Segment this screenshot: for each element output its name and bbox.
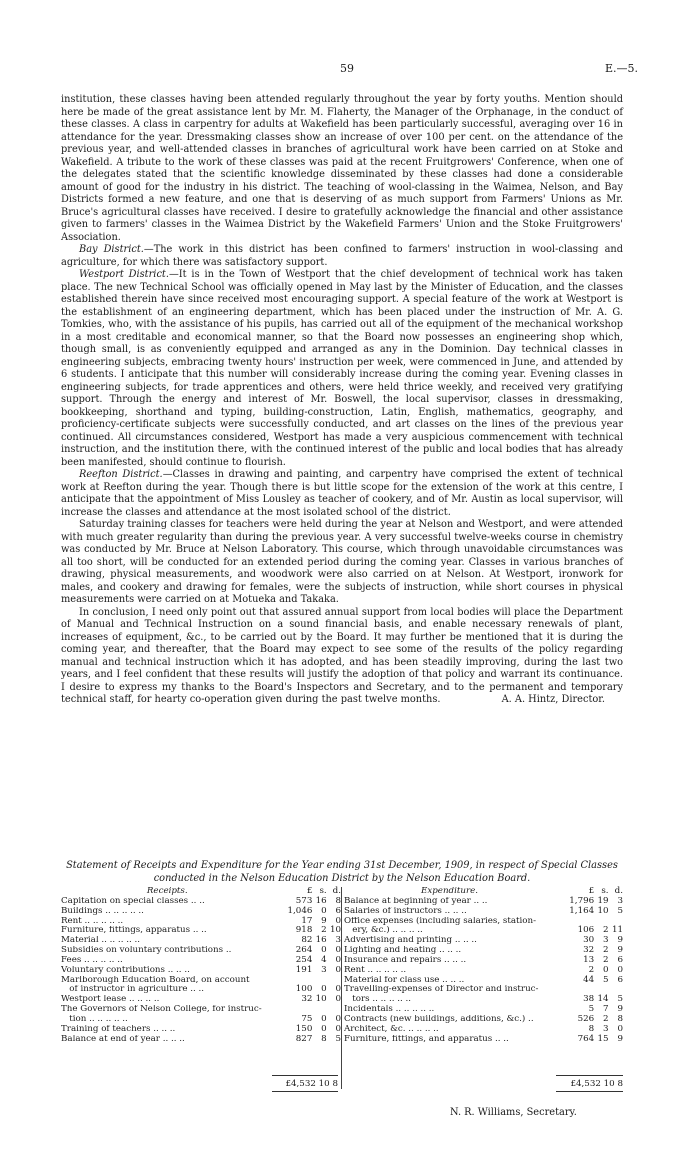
shillings-value: 2 [321, 925, 327, 936]
row-label: Balance at end of year .. .. .. [61, 1034, 185, 1044]
shillings-value: 8 [321, 1033, 327, 1044]
row-label: Salaries of instructors .. .. .. [344, 906, 467, 916]
expenditure-heading: Expenditure. [421, 887, 479, 896]
currency-pounds: £ [588, 886, 595, 896]
row-label: tors .. .. .. .. .. [344, 995, 412, 1005]
pounds-value: 1,796 [569, 895, 595, 906]
row-label: Rent .. .. .. .. .. [61, 916, 124, 926]
receipts-row [61, 1035, 341, 1045]
shillings-value: 15 [597, 1033, 609, 1044]
shillings-value: 2 [603, 925, 609, 936]
expenditure-table [344, 887, 623, 1045]
row-label: Contracts (new buildings, additions, &c.) .. [344, 1014, 534, 1024]
expenditure-total: £4,532 10 8 [570, 1079, 623, 1089]
pounds-value: 13 [583, 954, 595, 965]
pounds-value: 38 [583, 994, 595, 1005]
expenditure-row [344, 976, 623, 986]
receipts-heading: Receipts. [146, 887, 188, 896]
pence-value: 8 [617, 1013, 623, 1024]
document-reference: E.—5. [605, 62, 639, 75]
expenditure-total-rule [556, 1075, 623, 1076]
row-label: Balance at beginning of year .. .. [344, 896, 488, 906]
pence-value: 5 [335, 1033, 341, 1044]
pence-value: 10 [329, 925, 341, 936]
paragraph [61, 469, 623, 519]
shillings-value: 16 [315, 935, 327, 946]
expenditure-row [344, 1015, 623, 1025]
pounds-value: 17 [301, 915, 313, 926]
row-label: Subsidies on voluntary contributions .. [61, 946, 232, 956]
shillings-value: 10 [597, 905, 609, 916]
section-lead: Westport District. [79, 269, 169, 280]
shillings-value: 4 [321, 954, 327, 965]
paragraph [61, 269, 623, 469]
pounds-value: 30 [583, 935, 595, 946]
shillings-value: 14 [597, 994, 609, 1005]
shillings-value: 2 [603, 945, 609, 956]
pence-value: 9 [617, 1033, 623, 1044]
paragraph [61, 94, 623, 244]
row-label: Architect, &c. .. .. .. .. [344, 1024, 439, 1034]
pence-value: 0 [335, 994, 341, 1005]
shillings-value: 2 [603, 954, 609, 965]
secretary-signature: N. R. Williams, Secretary. [450, 1107, 577, 1118]
pence-value: 9 [617, 945, 623, 956]
director-signature: A. A. Hintz, Director. [501, 694, 605, 705]
page-header [0, 62, 700, 76]
receipts-row [61, 966, 341, 976]
expenditure-row [344, 956, 623, 966]
pounds-value: 1,164 [569, 905, 595, 916]
pounds-value: 8 [588, 1023, 595, 1034]
paragraph [61, 519, 623, 607]
pounds-value: 75 [301, 1013, 313, 1024]
receipts-total: £4,532 10 8 [285, 1079, 338, 1089]
expenditure-row [344, 946, 623, 956]
row-label: ery, &c.) .. .. .. .. [344, 926, 423, 936]
pounds-value: 264 [295, 945, 313, 956]
shillings-value: 19 [597, 895, 609, 906]
receipts-row [61, 995, 341, 1005]
pounds-value: 5 [588, 1004, 595, 1015]
pounds-value: 526 [577, 1013, 595, 1024]
row-label: Travelling-expenses of Director and instruc- [344, 985, 539, 995]
pence-value: 6 [335, 905, 341, 916]
receipts-table [61, 887, 341, 1045]
pounds-value: 254 [295, 954, 313, 965]
shillings-value: 3 [603, 1023, 609, 1034]
pence-value: 11 [611, 925, 623, 936]
row-label: Buildings .. .. .. .. .. [61, 906, 144, 916]
currency-pounds: £ [306, 886, 313, 896]
row-label: Fees .. .. .. .. .. [61, 955, 123, 965]
expenditure-row [344, 936, 623, 946]
section-lead: Bay District. [79, 244, 144, 255]
pence-value: 9 [617, 935, 623, 946]
receipts-total-rule [272, 1075, 338, 1076]
pence-value: 3 [335, 935, 341, 946]
pence-value: 9 [617, 1004, 623, 1015]
row-label: Furniture, fittings, and apparatus .. .. [344, 1034, 509, 1044]
receipts-row [61, 926, 341, 936]
row-label: Marlborough Education Board, on account [61, 975, 250, 985]
pounds-value: 150 [295, 1023, 313, 1034]
row-label: Capitation on special classes .. .. [61, 896, 205, 906]
statement-title: Statement of Receipts and Expenditure for the Year ending 31st December, 1909, in respect of Special Classes conducted in the Nelson Education District by the Nelson Education Board. [66, 860, 618, 884]
shillings-value: 9 [321, 915, 327, 926]
column-divider [341, 887, 342, 1089]
row-label: Voluntary contributions .. .. .. [61, 965, 190, 975]
row-label: Training of teachers .. .. .. [61, 1024, 176, 1034]
currency-pence: d. [332, 886, 341, 896]
pence-value: 6 [617, 954, 623, 965]
expenditure-row [344, 907, 623, 917]
paragraph [61, 607, 623, 707]
pounds-value: 918 [295, 925, 313, 936]
receipts-row [61, 1005, 341, 1015]
pence-value: 0 [335, 1023, 341, 1034]
pounds-value: 44 [583, 974, 595, 985]
shillings-value: 3 [603, 935, 609, 946]
pounds-value: 573 [295, 895, 313, 906]
pounds-value: 106 [577, 925, 595, 936]
pence-value: 5 [617, 994, 623, 1005]
row-label: Furniture, fittings, apparatus .. .. [61, 926, 207, 936]
row-label: Incidentals .. .. .. .. .. [344, 1005, 435, 1015]
expenditure-row [344, 995, 623, 1005]
shillings-value: 0 [321, 984, 327, 995]
row-label: of instructor in agriculture .. .. [61, 985, 205, 995]
paragraph-text: —The work in this district has been confined to farmers' instruction in wool-classing and agriculture, for which there was satisfactory support. [61, 244, 623, 268]
row-label: Material for class use .. .. .. [344, 975, 465, 985]
shillings-value: 3 [321, 964, 327, 975]
pounds-value: 32 [583, 945, 595, 956]
pounds-value: 191 [295, 964, 313, 975]
receipts-total-rule-bottom [272, 1091, 338, 1092]
pence-value: 8 [335, 895, 341, 906]
pence-value: 6 [617, 974, 623, 985]
pounds-value: 100 [295, 984, 313, 995]
receipts-row [61, 907, 341, 917]
shillings-value: 5 [603, 974, 609, 985]
row-label: Insurance and repairs .. .. .. [344, 955, 467, 965]
row-label: Material .. .. .. .. .. [61, 936, 141, 946]
row-label: Advertising and printing .. .. .. [344, 936, 477, 946]
paragraph [61, 244, 623, 269]
pounds-value: 1,046 [287, 905, 313, 916]
shillings-value: 7 [603, 1004, 609, 1015]
pounds-value: 764 [577, 1033, 595, 1044]
currency-shillings: s. [601, 886, 609, 896]
pence-value: 0 [335, 1013, 341, 1024]
shillings-value: 0 [321, 1023, 327, 1034]
pence-value: 0 [335, 915, 341, 926]
shillings-value: 0 [321, 1013, 327, 1024]
pence-value: 3 [617, 895, 623, 906]
section-lead: Reefton District. [79, 469, 163, 480]
pence-value: 0 [617, 1023, 623, 1034]
expenditure-row [344, 1035, 623, 1045]
paragraph-text: In conclusion, I need only point out that assured annual support from local bodies will place the Department of Manual and Technical Instruction on a sound financial basis, and enable necessary renewals of plant, increases of equipment, &c., to be carried out by the Board. It may further be mentioned that it is during the coming year, and thereafter, that the Board may expect to see some of the results of the policy regarding manual and technical instruction which it has adopted, and has been steadily improving, during the last two years, and I feel confident that these results will justify the adoption of that policy and warrant its continuance. I desire to express my thanks to the Board's Inspectors and Secretary, and to the permanent and temporary technical staff, for hearty co-operation given during the past twelve months. [61, 606, 623, 705]
expenditure-row [344, 985, 623, 995]
report-body [61, 94, 623, 707]
pounds-value: 32 [301, 994, 313, 1005]
row-label: tion .. .. .. .. .. [61, 1014, 128, 1024]
pence-value: 5 [617, 905, 623, 916]
pence-value: 0 [335, 984, 341, 995]
paragraph-text: —Classes in drawing and painting, and carpentry have comprised the extent of technical work at Reefton during the year. Though there is but little scope for the extension of the work at this centre, I anticipate that the appointment of Miss Lousley as teacher of cookery, and of Mr. Austin as local supervisor, will increase the classes and attendance at the most isolated school of the district. [61, 469, 624, 518]
currency-pence: d. [614, 886, 623, 896]
paragraph-text: institution, these classes having been attended regularly throughout the year by forty youths. Mention should here be made of the great assistance lent by Mr. M. Flaherty, the Manager of the Orphanage, in the conduct of these classes. A class in carpentry for adults at Wakefield has been particularly successful, averaging over 16 in attendance for the year. Dressmaking classes show an increase of over 100 per cent. on the attendance of the previous year, and well-attended classes in branches of agricultural work have been carried on at Stoke and Wakefield. A tribute to the work of these classes was paid at the recent Fruitgrowers' Conference, when one of the delegates stated that the scientific knowledge disseminated by these classes had done a considerable amount of good for the industry in his district. The teaching of wool-classing in the Waimea, Nelson, and Bay Districts formed a new feature, and one that is deserving of as much support from Farmers' Unions as Mr. Bruce's agricultural classes have received. I desire to gratefully acknowledge the financial and other assistance given to farmers' classes in the Waimea District by the Wakefield Farmers' Union and the Stoke Fruitgrowers' Association. [61, 94, 623, 243]
expenditure-row [344, 926, 623, 936]
currency-shillings: s. [319, 886, 327, 896]
pounds-value: 2 [588, 964, 595, 975]
pence-value: 0 [617, 964, 623, 975]
paragraph-text: Saturday training classes for teachers were held during the year at Nelson and Westport, and were attended with much greater regularity than during the previous year. A very successful twelve-weeks course in chemistry was conducted by Mr. Bruce at Nelson Laboratory. This course, which through unavoidable circumstances was all too short, will be conducted for an extended period during the coming year. Classes in various branches of drawing, physical measurements, and woodwork were also carried on at Nelson. At Westport, ironwork for males, and cookery and drawing for females, were the subjects of instruction, while short courses in physical measurements were carried on at Motueka and Takaka. [61, 519, 623, 605]
shillings-value: 10 [315, 994, 327, 1005]
row-label: Rent .. .. .. .. .. [344, 965, 407, 975]
shillings-value: 0 [321, 905, 327, 916]
shillings-value: 0 [321, 945, 327, 956]
pence-value: 0 [335, 945, 341, 956]
shillings-value: 16 [315, 895, 327, 906]
pence-value: 0 [335, 964, 341, 975]
paragraph-text: —It is in the Town of Westport that the chief development of technical work has taken place. The new Technical School was officially opened in May last by the Minister of Education, and the classes established therein have since received most encouraging support. A special feature of the work at Westport is the establishment of an engineering department, which has been placed under the instruction of Mr. A. G. Tomkies, who, with the assistance of his pupils, has carried out all of the equipment of the mechanical workshop in a most creditable and economical manner, so that the Board now possesses an engineering shop which, though small, is as conveniently equipped and arranged as any in the Dominion. Day technical classes in engineering subjects, embracing twenty hours' instruction per week, were commenced in June, and attended by 6 students. I anticipate that this number will considerably increase during the coming year. Evening classes in engineering subjects, for trade apprentices and others, were held thrice weekly, and received very gratifying support. Through the energy and interest of Mr. Boswell, the local supervisor, classes in dressmaking, bookkeeping, shorthand and typing, building-construction, Latin, English, mathematics, geography, and proficiency-certificate subjects were successfully conducted, and art classes on the lines of the previous year continued. All circumstances considered, Westport has made a very auspicious commencement with technical instruction, and the institution there, with the continued interest of the public and local bodies that has already been manifested, should continue to flourish. [61, 269, 623, 468]
shillings-value: 2 [603, 1013, 609, 1024]
receipts-row [61, 985, 341, 995]
expenditure-row [344, 966, 623, 976]
pounds-value: 82 [301, 935, 313, 946]
row-label: Westport lease .. .. .. .. [61, 995, 160, 1005]
row-label: Office expenses (including salaries, station- [344, 916, 537, 926]
expenditure-total-rule-bottom [556, 1091, 623, 1092]
row-label: The Governors of Nelson College, for instruc- [61, 1005, 262, 1015]
pounds-value: 827 [295, 1033, 313, 1044]
pence-value: 0 [335, 954, 341, 965]
page-number: 59 [340, 62, 354, 75]
shillings-value: 0 [603, 964, 609, 975]
row-label: Lighting and heating .. .. .. [344, 946, 462, 956]
